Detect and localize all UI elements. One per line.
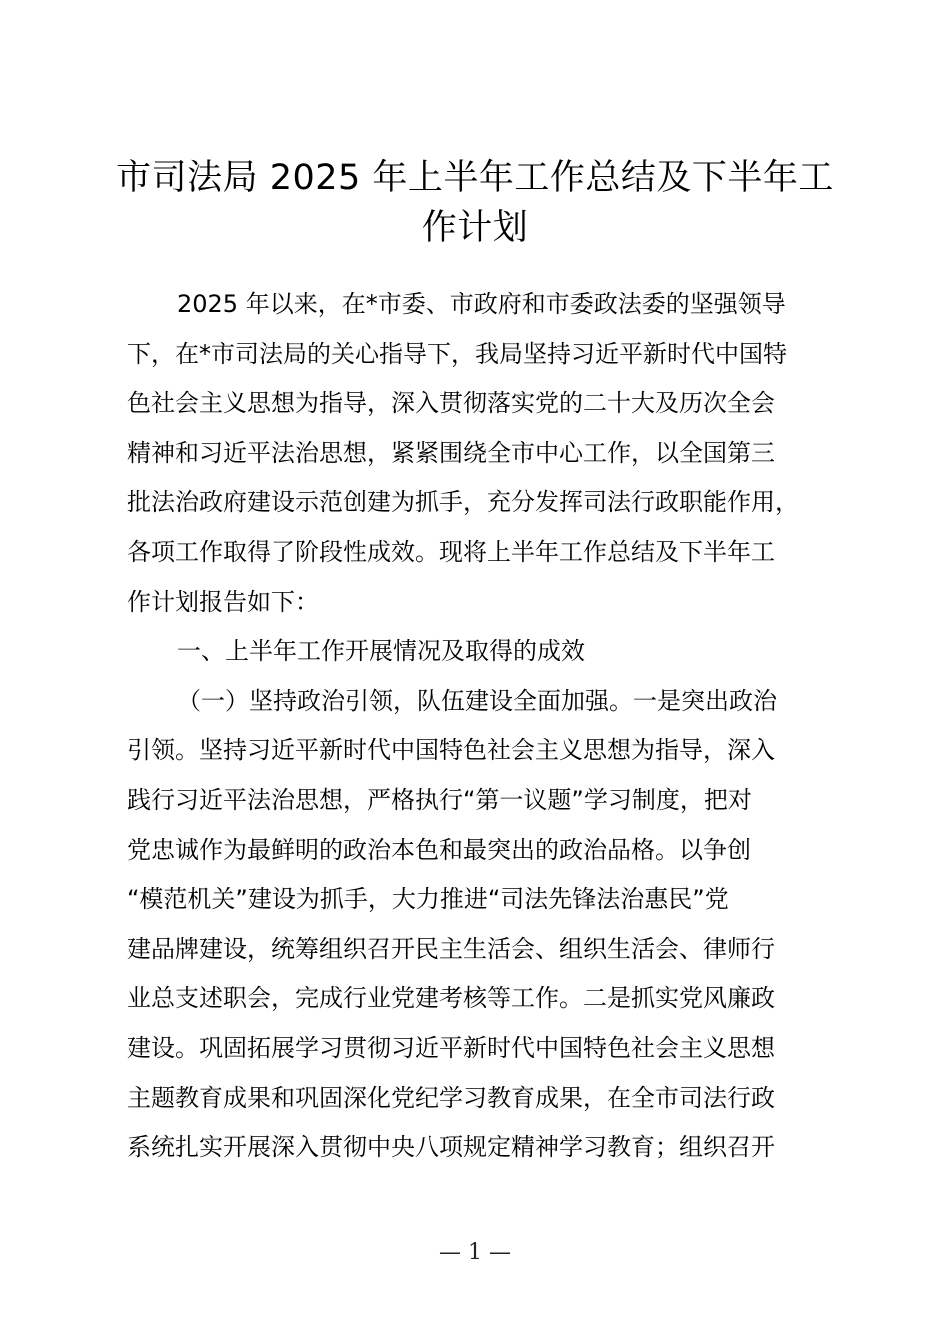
body-line: 色社会主义思想为指导，深入贯彻落实党的二十大及历次全会	[127, 389, 775, 418]
body-line: 党忠诚作为最鲜明的政治本色和最突出的政治品格。以争创	[127, 835, 751, 864]
body-line: 作计划报告如下：	[127, 587, 319, 616]
body-line: 建品牌建设，统筹组织召开民主生活会、组织生活会、律师行	[127, 934, 775, 963]
body-line: （一）坚持政治引领，队伍建设全面加强。一是突出政治	[177, 686, 777, 715]
document-body	[127, 280, 847, 1173]
body-line: 践行习近平法治思想，严格执行“第一议题”学习制度，把对	[127, 785, 752, 814]
body-line: 精神和习近平法治思想，紧紧围绕全市中心工作，以全国第三	[127, 438, 775, 467]
title-line-1: 市司法局 2025 年上半年工作总结及下半年工	[116, 158, 834, 198]
body-line: 引领。坚持习近平新时代中国特色社会主义思想为指导，深入	[127, 736, 775, 765]
title-line-2: 作计划	[421, 208, 529, 248]
body-line: 各项工作取得了阶段性成效。现将上半年工作总结及下半年工	[127, 537, 775, 566]
body-line: 主题教育成果和巩固深化党纪学习教育成果，在全市司法行政	[127, 1083, 775, 1112]
body-line: 一、上半年工作开展情况及取得的成效	[177, 637, 585, 666]
body-line: 建设。巩固拓展学习贯彻习近平新时代中国特色社会主义思想	[127, 1033, 775, 1062]
body-line: “模范机关”建设为抓手，大力推进“司法先锋法治惠民”党	[127, 885, 729, 914]
body-line: 下，在*市司法局的关心指导下，我局坚持习近平新时代中国特	[127, 339, 787, 368]
body-line: 业总支述职会，完成行业党建考核等工作。二是抓实党风廉政	[127, 984, 775, 1013]
document-title	[100, 153, 850, 253]
body-line: 系统扎实开展深入贯彻中央八项规定精神学习教育；组织召开	[127, 1133, 775, 1162]
body-line: 2025 年以来，在*市委、市政府和市委政法委的坚强领导	[177, 290, 786, 318]
page-number: — 1 —	[439, 1240, 511, 1265]
body-line: 批法治政府建设示范创建为抓手，充分发挥司法行政职能作用，	[127, 488, 799, 517]
